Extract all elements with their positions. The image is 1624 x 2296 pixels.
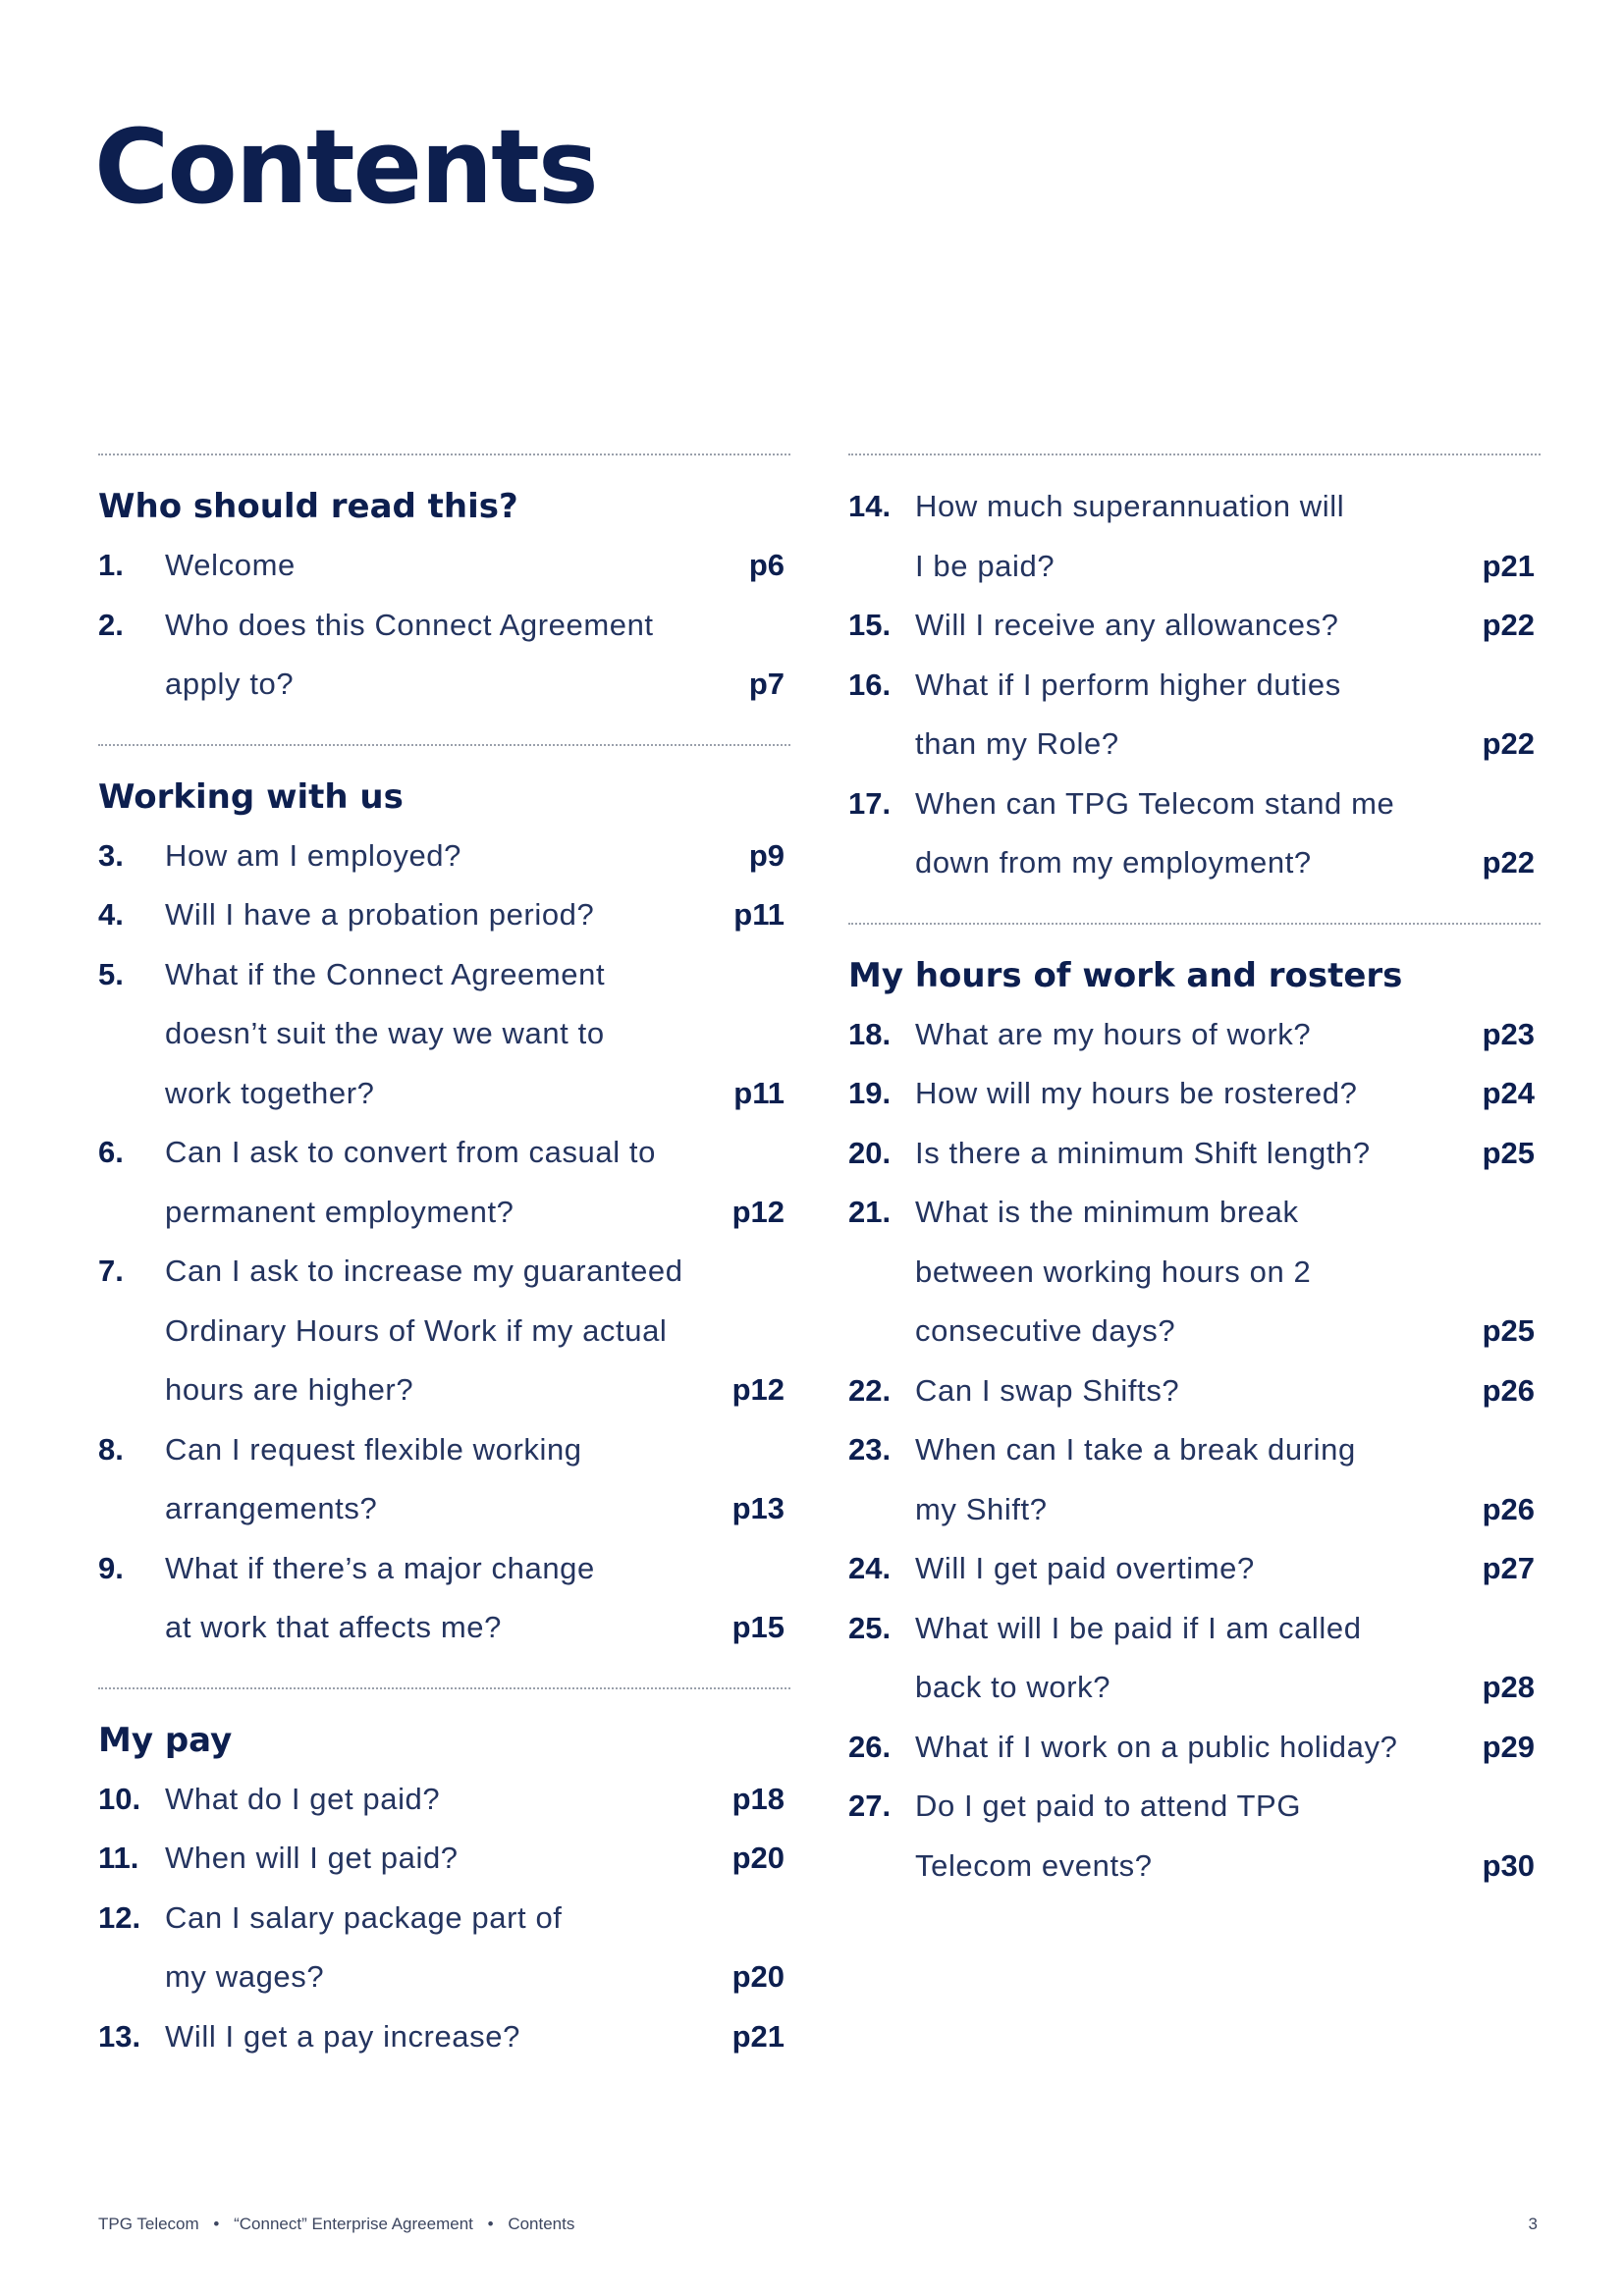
footer-separator: • bbox=[487, 2215, 494, 2233]
section-divider bbox=[98, 454, 790, 455]
entry-number: 11. bbox=[98, 1841, 139, 1875]
entry-title: What is the minimum break between working hours on 2 consecutive days? bbox=[915, 1195, 1312, 1348]
entry-number: 6. bbox=[98, 1135, 124, 1169]
section-heading: My pay bbox=[98, 1720, 233, 1760]
entry-title: Is there a minimum Shift length? bbox=[915, 1135, 1371, 1170]
contents-entry[interactable] bbox=[98, 536, 790, 596]
contents-entry[interactable] bbox=[98, 596, 790, 715]
contents-entry[interactable] bbox=[848, 1420, 1541, 1539]
entry-page-ref[interactable]: p12 bbox=[731, 1372, 785, 1407]
page-number: 3 bbox=[1528, 2215, 1538, 2233]
contents-entry[interactable] bbox=[98, 1539, 790, 1658]
entry-title: Will I get paid overtime? bbox=[915, 1551, 1255, 1585]
entry-title: What if there’s a major change at work that affects me? bbox=[165, 1550, 595, 1644]
contents-entry[interactable] bbox=[98, 1123, 790, 1242]
entry-number: 14. bbox=[848, 489, 892, 523]
entry-title: Can I ask to increase my guaranteed Ordinary Hours of Work if my actual hours are higher? bbox=[165, 1254, 683, 1407]
entry-title: Do I get paid to attend TPG Telecom events? bbox=[915, 1789, 1302, 1883]
entry-page-ref[interactable]: p24 bbox=[1482, 1076, 1535, 1110]
contents-entry[interactable] bbox=[848, 596, 1541, 656]
entry-page-ref[interactable]: p22 bbox=[1482, 608, 1535, 642]
entry-number: 5. bbox=[98, 956, 124, 991]
section-divider bbox=[848, 454, 1541, 455]
section-divider bbox=[848, 923, 1541, 925]
entry-title: Can I swap Shifts? bbox=[915, 1372, 1180, 1408]
entry-title: When can I take a break during my Shift? bbox=[915, 1432, 1356, 1526]
entry-number: 27. bbox=[848, 1789, 892, 1823]
contents-section bbox=[848, 923, 1541, 1896]
contents-entry[interactable] bbox=[848, 774, 1541, 893]
entry-page-ref[interactable]: p29 bbox=[1482, 1729, 1535, 1764]
contents-entry[interactable] bbox=[98, 1889, 790, 2007]
contents-entry[interactable] bbox=[848, 656, 1541, 774]
contents-entry[interactable] bbox=[848, 1539, 1541, 1599]
entry-title: How will my hours be rostered? bbox=[915, 1076, 1358, 1110]
entry-number: 7. bbox=[98, 1254, 124, 1288]
entry-page-ref[interactable]: p23 bbox=[1482, 1016, 1535, 1051]
entry-title: Will I receive any allowances? bbox=[915, 608, 1339, 642]
entry-title: What are my hours of work? bbox=[915, 1016, 1312, 1051]
entry-number: 12. bbox=[98, 1899, 141, 1935]
entry-title: How am I employed? bbox=[165, 837, 461, 873]
entry-page-ref[interactable]: p20 bbox=[731, 1959, 785, 1994]
contents-list bbox=[98, 1770, 790, 2067]
entry-number: 23. bbox=[848, 1432, 892, 1467]
contents-entry[interactable] bbox=[98, 1829, 790, 1889]
entry-page-ref[interactable]: p22 bbox=[1482, 845, 1535, 880]
entry-title: What do I get paid? bbox=[165, 1781, 441, 1816]
entry-page-ref[interactable]: p13 bbox=[731, 1491, 785, 1525]
entry-page-ref[interactable]: p9 bbox=[748, 837, 785, 873]
entry-number: 26. bbox=[848, 1729, 892, 1764]
footer-separator: • bbox=[213, 2215, 220, 2233]
contents-list bbox=[848, 477, 1541, 893]
contents-entry[interactable] bbox=[848, 1005, 1541, 1065]
entry-number: 13. bbox=[98, 2018, 141, 2054]
contents-section bbox=[98, 744, 790, 1658]
contents-entry[interactable] bbox=[98, 945, 790, 1124]
entry-title: What will I be paid if I am called back to work? bbox=[915, 1610, 1362, 1704]
contents-section bbox=[98, 1687, 790, 2067]
entry-page-ref[interactable]: p22 bbox=[1482, 726, 1535, 761]
entry-title: Can I salary package part of my wages? bbox=[165, 1899, 563, 1994]
contents-list bbox=[848, 1005, 1541, 1896]
section-divider bbox=[98, 1687, 790, 1689]
page-title: Contents bbox=[94, 107, 597, 227]
entry-number: 4. bbox=[98, 897, 124, 932]
section-divider bbox=[98, 744, 790, 746]
entry-number: 10. bbox=[98, 1781, 141, 1816]
entry-number: 20. bbox=[848, 1135, 892, 1170]
contents-entry[interactable] bbox=[98, 827, 790, 886]
entry-page-ref[interactable]: p25 bbox=[1482, 1135, 1535, 1170]
entry-title: Will I get a pay increase? bbox=[165, 2018, 520, 2054]
section-heading: Who should read this? bbox=[98, 487, 518, 526]
contents-column-right bbox=[848, 454, 1541, 1925]
contents-entry[interactable] bbox=[848, 1183, 1541, 1362]
entry-page-ref[interactable]: p20 bbox=[731, 1841, 785, 1875]
entry-number: 9. bbox=[98, 1550, 124, 1585]
entry-page-ref[interactable]: p26 bbox=[1482, 1372, 1535, 1408]
entry-page-ref[interactable]: p28 bbox=[1482, 1670, 1535, 1704]
section-heading: Working with us bbox=[98, 776, 404, 817]
entry-page-ref[interactable]: p12 bbox=[731, 1194, 785, 1229]
entry-page-ref[interactable]: p6 bbox=[748, 548, 785, 582]
contents-list bbox=[98, 536, 790, 715]
entry-title: Can I ask to convert from casual to permanent employment? bbox=[165, 1135, 656, 1229]
page-footer bbox=[98, 2215, 1538, 2234]
entry-page-ref[interactable]: p21 bbox=[1482, 548, 1535, 583]
entry-title: Will I have a probation period? bbox=[165, 897, 595, 932]
entry-title: What if I perform higher duties than my Role? bbox=[915, 667, 1341, 761]
entry-title: When can TPG Telecom stand me down from my employment? bbox=[915, 785, 1395, 880]
contents-entry[interactable] bbox=[848, 1599, 1541, 1718]
entry-number: 19. bbox=[848, 1076, 892, 1110]
contents-entry[interactable] bbox=[848, 1362, 1541, 1421]
entry-page-ref[interactable]: p7 bbox=[748, 667, 785, 701]
entry-title: Can I request flexible working arrangements? bbox=[165, 1431, 582, 1525]
entry-page-ref[interactable]: p25 bbox=[1482, 1313, 1535, 1348]
contents-section bbox=[848, 454, 1541, 893]
entry-number: 8. bbox=[98, 1431, 124, 1467]
entry-number: 1. bbox=[98, 548, 124, 582]
footer-section: Contents bbox=[508, 2215, 575, 2233]
footer-company: TPG Telecom bbox=[98, 2215, 199, 2233]
contents-entry[interactable] bbox=[848, 477, 1541, 596]
entry-number: 15. bbox=[848, 608, 892, 642]
contents-entry[interactable] bbox=[98, 1242, 790, 1420]
entry-title: When will I get paid? bbox=[165, 1841, 459, 1875]
section-heading: My hours of work and rosters bbox=[848, 955, 1403, 995]
contents-entry[interactable] bbox=[98, 2007, 790, 2067]
contents-entry[interactable] bbox=[848, 1064, 1541, 1124]
entry-number: 21. bbox=[848, 1195, 892, 1229]
footer-breadcrumb bbox=[98, 2215, 574, 2234]
entry-title: Who does this Connect Agreement apply to? bbox=[165, 607, 654, 701]
entry-page-ref[interactable]: p11 bbox=[733, 897, 785, 932]
entry-number: 17. bbox=[848, 785, 892, 821]
entry-title: How much superannuation will I be paid? bbox=[915, 489, 1345, 583]
footer-document: “Connect” Enterprise Agreement bbox=[234, 2215, 473, 2233]
contents-entry[interactable] bbox=[98, 1770, 790, 1830]
entry-number: 2. bbox=[98, 607, 124, 642]
contents-column-left bbox=[98, 454, 790, 2096]
entry-page-ref[interactable]: p18 bbox=[731, 1781, 785, 1816]
contents-entry[interactable] bbox=[98, 885, 790, 945]
contents-entry[interactable] bbox=[98, 1420, 790, 1539]
entry-page-ref[interactable]: p11 bbox=[733, 1075, 785, 1110]
entry-number: 25. bbox=[848, 1610, 892, 1645]
entry-title: What if I work on a public holiday? bbox=[915, 1729, 1398, 1764]
entry-page-ref[interactable]: p27 bbox=[1482, 1551, 1535, 1585]
entry-page-ref[interactable]: p21 bbox=[731, 2018, 785, 2054]
entry-number: 18. bbox=[848, 1016, 892, 1051]
entry-number: 16. bbox=[848, 667, 892, 702]
entry-number: 3. bbox=[98, 837, 124, 873]
entry-page-ref[interactable]: p15 bbox=[731, 1610, 785, 1644]
entry-page-ref[interactable]: p30 bbox=[1482, 1847, 1535, 1883]
entry-page-ref[interactable]: p26 bbox=[1482, 1491, 1535, 1526]
contents-entry[interactable] bbox=[848, 1718, 1541, 1778]
entry-number: 24. bbox=[848, 1551, 892, 1585]
contents-section bbox=[98, 454, 790, 715]
entry-title: What if the Connect Agreement doesn’t suit the way we want to work together? bbox=[165, 956, 606, 1110]
entry-number: 22. bbox=[848, 1372, 892, 1408]
contents-entry[interactable] bbox=[848, 1124, 1541, 1184]
contents-entry[interactable] bbox=[848, 1777, 1541, 1896]
contents-list bbox=[98, 827, 790, 1658]
entry-title: Welcome bbox=[165, 548, 296, 582]
